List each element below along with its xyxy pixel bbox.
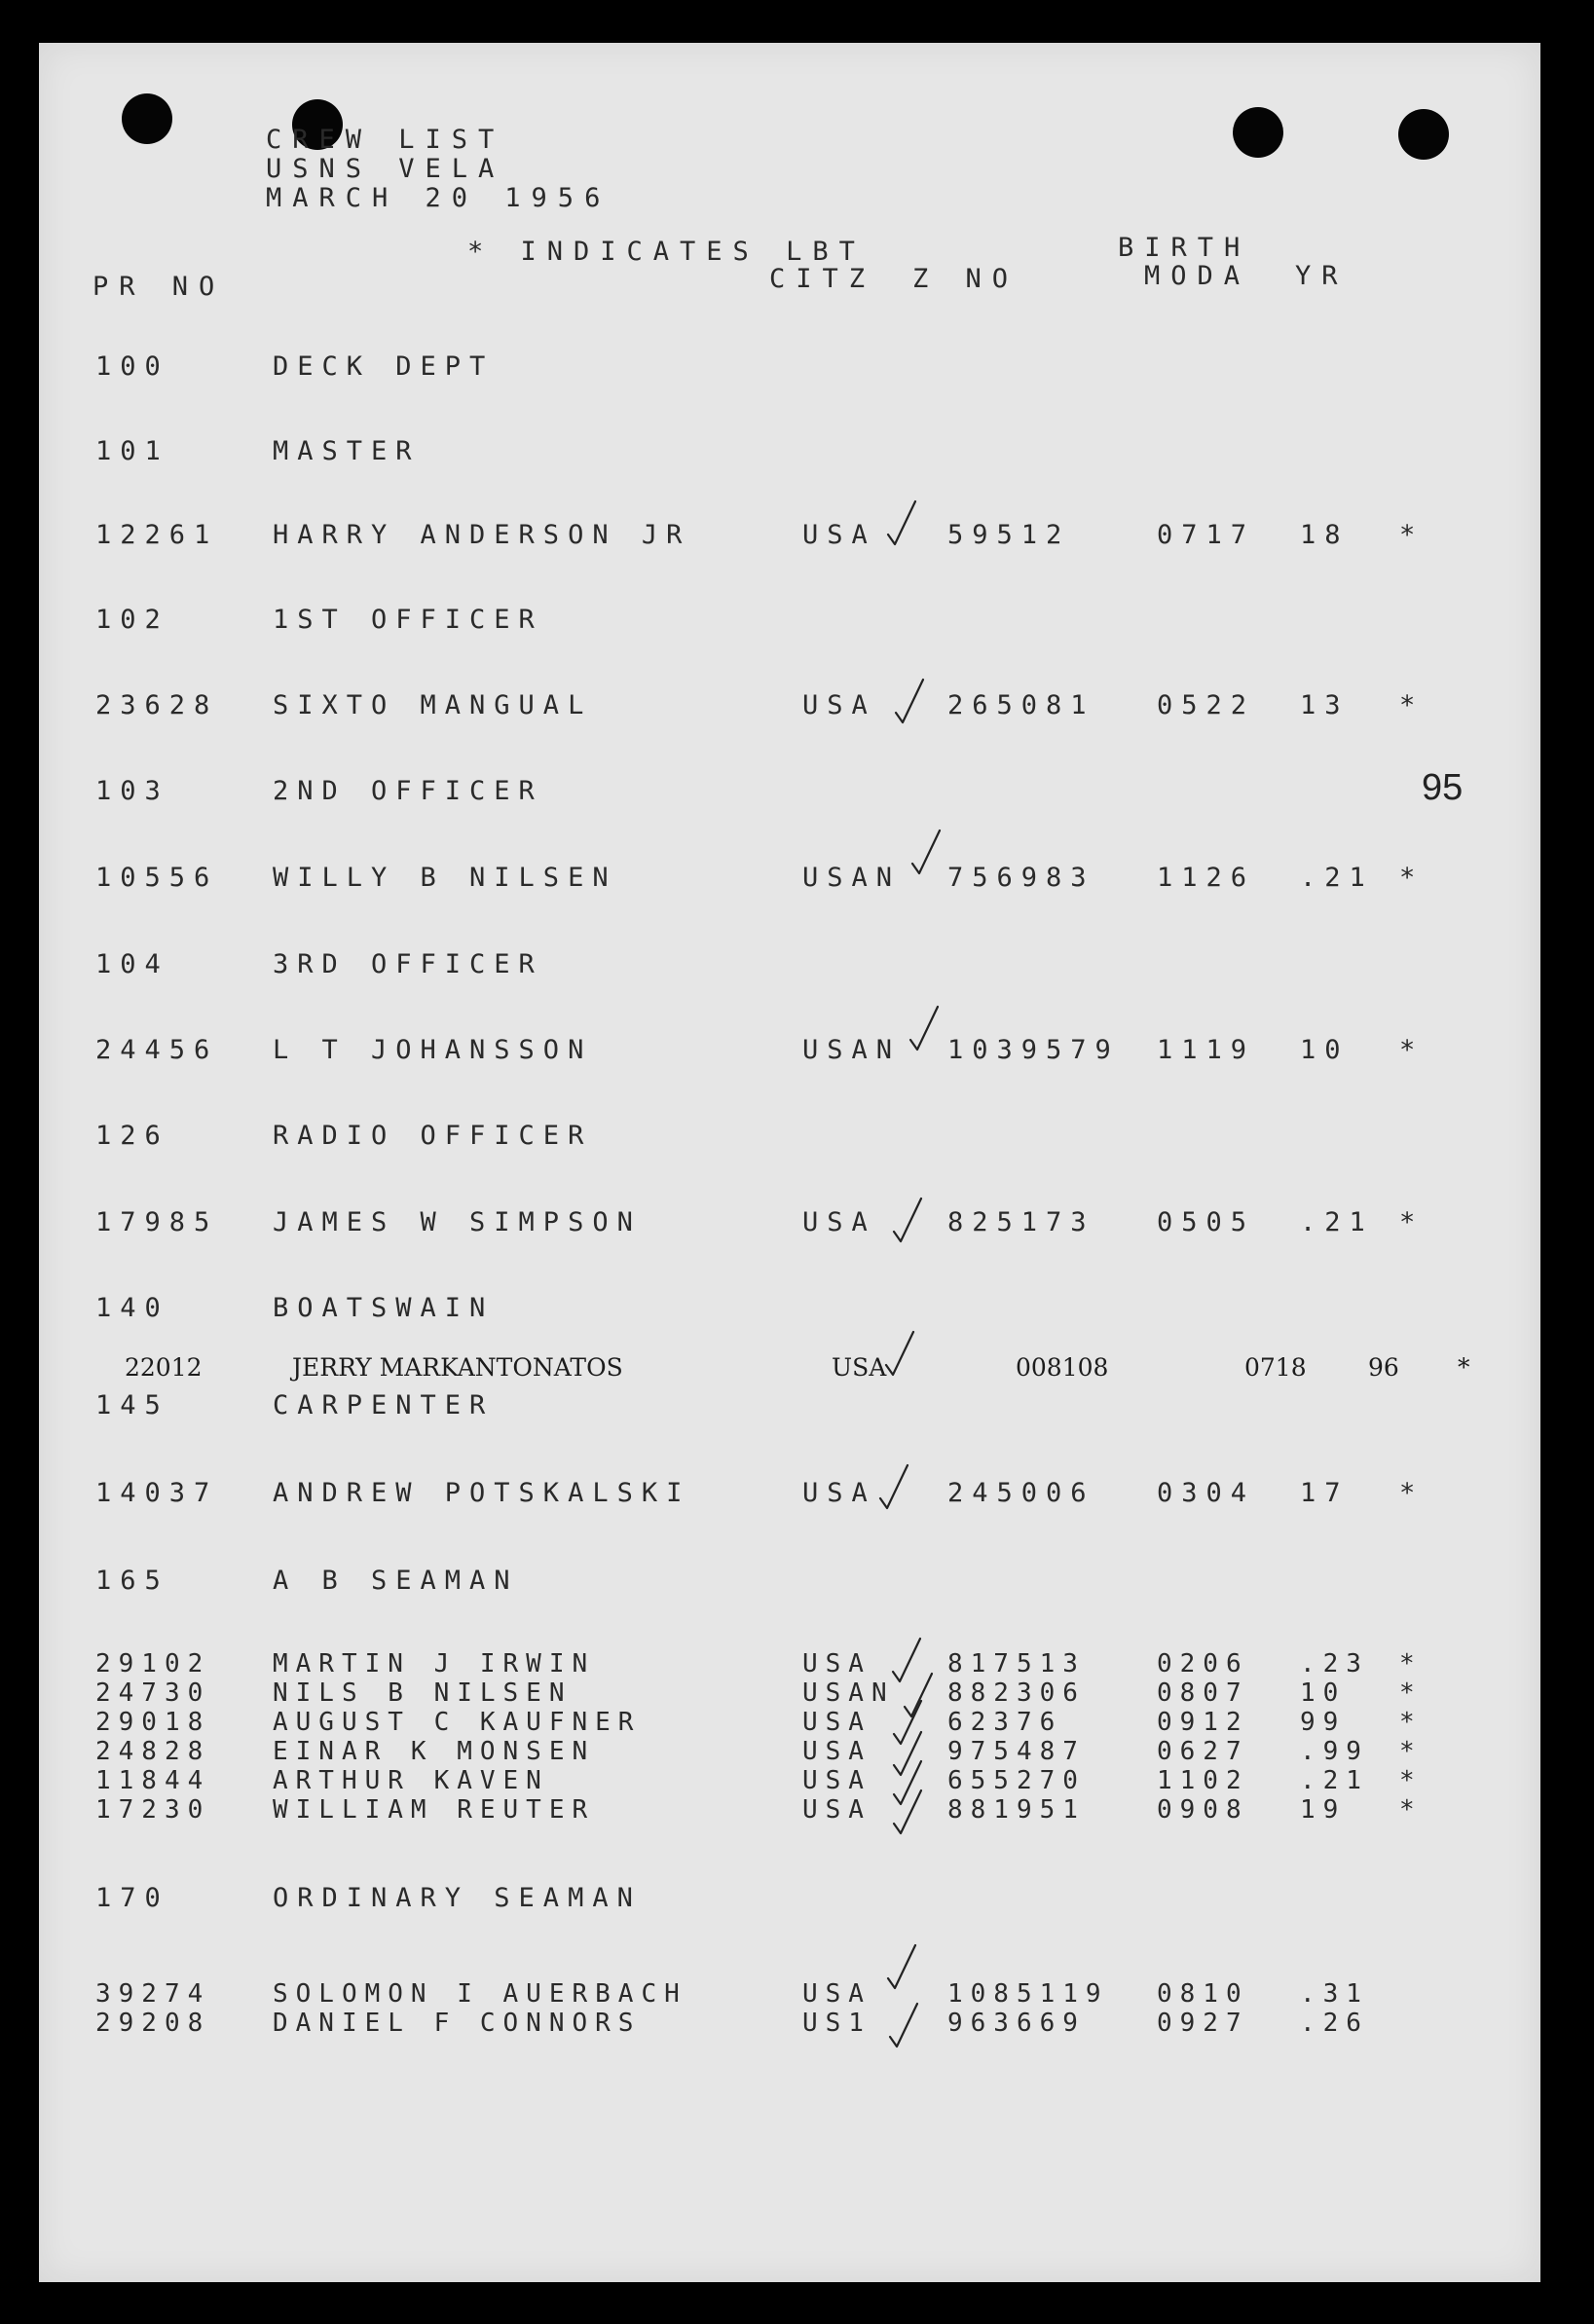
row-crew-name: L T JOHANSSON [273,1035,593,1065]
birth-label: BIRTH [1118,233,1251,263]
row-birth-year: 17 [1300,1478,1350,1508]
row-birth-year: 99 [1300,1708,1347,1737]
column-header-yr: YR [1295,261,1349,291]
row-lbt-mark: * [1399,1678,1423,1708]
check-mark-icon [908,1007,938,1051]
row-crew-name: ANDREW POTSKALSKI [273,1478,691,1508]
row-birth-moda: 0206 [1157,1649,1249,1678]
row-birth-year: 13 [1300,690,1350,720]
lbt-note: * INDICATES LBT [467,237,866,267]
row-birth-year: .31 [1300,1979,1369,2009]
row-crew-name: JERRY MARKANTONATOS [292,1353,623,1382]
row-pr-number: 14037 [95,1478,219,1508]
row-citizenship: USA [802,1708,871,1737]
row-pr-number: 12261 [95,520,219,550]
column-header-pr-no: PR NO [93,272,226,302]
row-lbt-mark: * [1399,1207,1425,1237]
row-section-label: ORDINARY SEAMAN [273,1883,642,1913]
check-mark-icon [878,1465,908,1510]
row-birth-year: 19 [1300,1795,1347,1825]
row-citizenship: USA [802,520,876,550]
row-citizenship: USA [802,1795,871,1825]
row-citizenship: USAN [802,863,902,893]
row-crew-name: SIXTO MANGUAL [273,690,593,720]
check-mark-icon [892,1790,921,1835]
row-crew-name: DANIEL F CONNORS [273,2009,642,2038]
row-birth-moda: 0627 [1157,1737,1249,1766]
column-header-moda: MODA [1144,261,1251,291]
document-date: MARCH 20 1956 [266,183,612,213]
row-birth-moda: 0927 [1157,2009,1249,2038]
row-z-number: 1085119 [947,1979,1109,2009]
row-pr-number: 11844 [95,1766,211,1795]
vessel-name: USNS VELA [266,154,505,184]
row-section-label: 3RD OFFICER [273,949,543,979]
row-section-label: MASTER [273,436,421,466]
row-pr-number: 140 [95,1293,169,1323]
row-birth-moda: 0912 [1157,1708,1249,1737]
row-crew-name: WILLIAM REUTER [273,1795,596,1825]
row-birth-year: 18 [1300,520,1350,550]
row-pr-number: 17985 [95,1207,219,1237]
row-crew-name: SOLOMON I AUERBACH [273,1979,687,2009]
row-lbt-mark: * [1399,1478,1425,1508]
row-pr-number: 39274 [95,1979,211,2009]
punch-hole [122,93,172,144]
row-z-number: 881951 [947,1795,1086,1825]
row-pr-number: 24456 [95,1035,219,1065]
row-pr-number: 126 [95,1121,169,1151]
row-lbt-mark: * [1399,1649,1423,1678]
row-section-label: BOATSWAIN [273,1293,495,1323]
row-lbt-mark: * [1399,863,1425,893]
row-birth-moda: 0908 [1157,1795,1249,1825]
row-crew-name: AUGUST C KAUFNER [273,1708,642,1737]
punch-hole [1233,107,1283,158]
row-pr-number: 170 [95,1883,169,1913]
row-z-number: 1039579 [947,1035,1120,1065]
row-birth-moda: 0505 [1157,1207,1256,1237]
row-pr-number: 23628 [95,690,219,720]
row-z-number: 59512 [947,520,1071,550]
document-title: CREW LIST [266,125,505,155]
row-z-number: 975487 [947,1737,1086,1766]
row-crew-name: ARTHUR KAVEN [273,1766,549,1795]
row-crew-name: NILS B NILSEN [273,1678,573,1708]
row-z-number: 008108 [1016,1353,1109,1382]
row-citizenship: USAN [802,1035,902,1065]
column-header-citz: CITZ [769,264,876,294]
row-birth-moda: 0718 [1244,1353,1307,1382]
row-z-number: 882306 [947,1678,1086,1708]
row-lbt-mark: * [1399,1035,1425,1065]
row-citizenship: USA [832,1353,887,1382]
row-z-number: 825173 [947,1207,1095,1237]
row-pr-number: 100 [95,351,169,382]
row-crew-name: WILLY B NILSEN [273,863,617,893]
row-lbt-mark: * [1399,1766,1423,1795]
row-crew-name: MARTIN J IRWIN [273,1649,596,1678]
row-birth-year: 10 [1300,1678,1347,1708]
row-birth-moda: 1126 [1157,863,1256,893]
row-section-label: RADIO OFFICER [273,1121,593,1151]
check-mark-icon [894,680,923,724]
row-pr-number: 24828 [95,1737,211,1766]
row-pr-number: 101 [95,436,169,466]
crew-list-page [39,43,1540,2282]
row-birth-year: 10 [1300,1035,1350,1065]
row-pr-number: 29102 [95,1649,211,1678]
row-crew-name: EINAR K MONSEN [273,1737,596,1766]
row-crew-name: JAMES W SIMPSON [273,1207,642,1237]
row-birth-year: .99 [1300,1737,1369,1766]
row-section-label: DECK DEPT [273,351,495,382]
page-number: 95 [1422,767,1464,808]
row-lbt-mark: * [1399,1708,1423,1737]
row-pr-number: 10556 [95,863,219,893]
row-birth-moda: 1119 [1157,1035,1256,1065]
row-citizenship: USA [802,1766,871,1795]
row-pr-number: 145 [95,1390,169,1420]
row-birth-moda: 0304 [1157,1478,1256,1508]
row-z-number: 655270 [947,1766,1086,1795]
row-citizenship: USA [802,1649,871,1678]
check-mark-icon [884,1332,913,1377]
row-birth-year: .23 [1300,1649,1369,1678]
row-birth-year: .21 [1300,863,1374,893]
row-birth-year: .26 [1300,2009,1369,2038]
row-citizenship: USA [802,690,876,720]
row-pr-number: 24730 [95,1678,211,1708]
row-z-number: 963669 [947,2009,1086,2038]
row-z-number: 756983 [947,863,1095,893]
check-mark-icon [910,830,940,875]
row-citizenship: USA [802,1207,876,1237]
punch-hole [1398,109,1449,160]
row-birth-moda: 0810 [1157,1979,1249,2009]
row-section-label: 1ST OFFICER [273,605,543,635]
check-mark-icon [886,1945,915,1990]
row-birth-year: .21 [1300,1766,1369,1795]
row-pr-number: 17230 [95,1795,211,1825]
row-pr-number: 22012 [125,1353,203,1382]
row-birth-year: .21 [1300,1207,1374,1237]
row-lbt-mark: * [1399,1737,1423,1766]
row-lbt-mark: * [1399,520,1425,550]
row-pr-number: 102 [95,605,169,635]
check-mark-icon [892,1199,921,1243]
row-citizenship: US1 [802,2009,871,2038]
row-section-label: CARPENTER [273,1390,495,1420]
check-mark-icon [888,2004,917,2048]
row-pr-number: 29208 [95,2009,211,2038]
row-birth-moda: 0522 [1157,690,1256,720]
row-pr-number: 29018 [95,1708,211,1737]
row-birth-moda: 0807 [1157,1678,1249,1708]
row-lbt-mark: * [1399,1795,1423,1825]
row-pr-number: 165 [95,1566,169,1596]
row-citizenship: USA [802,1478,876,1508]
row-section-label: 2ND OFFICER [273,776,543,806]
row-z-number: 265081 [947,690,1095,720]
row-z-number: 245006 [947,1478,1095,1508]
row-citizenship: USAN [802,1678,895,1708]
row-z-number: 817513 [947,1649,1086,1678]
row-birth-moda: 1102 [1157,1766,1249,1795]
row-crew-name: HARRY ANDERSON JR [273,520,691,550]
check-mark-icon [886,501,915,546]
row-lbt-mark: * [1399,690,1425,720]
row-pr-number: 104 [95,949,169,979]
row-birth-year: 96 [1368,1353,1399,1382]
row-z-number: 62376 [947,1708,1063,1737]
row-pr-number: 103 [95,776,169,806]
row-citizenship: USA [802,1979,871,2009]
row-birth-moda: 0717 [1157,520,1256,550]
column-header-z-no: Z NO [912,264,1019,294]
row-lbt-mark: * [1458,1353,1470,1382]
row-section-label: A B SEAMAN [273,1566,519,1596]
row-citizenship: USA [802,1737,871,1766]
